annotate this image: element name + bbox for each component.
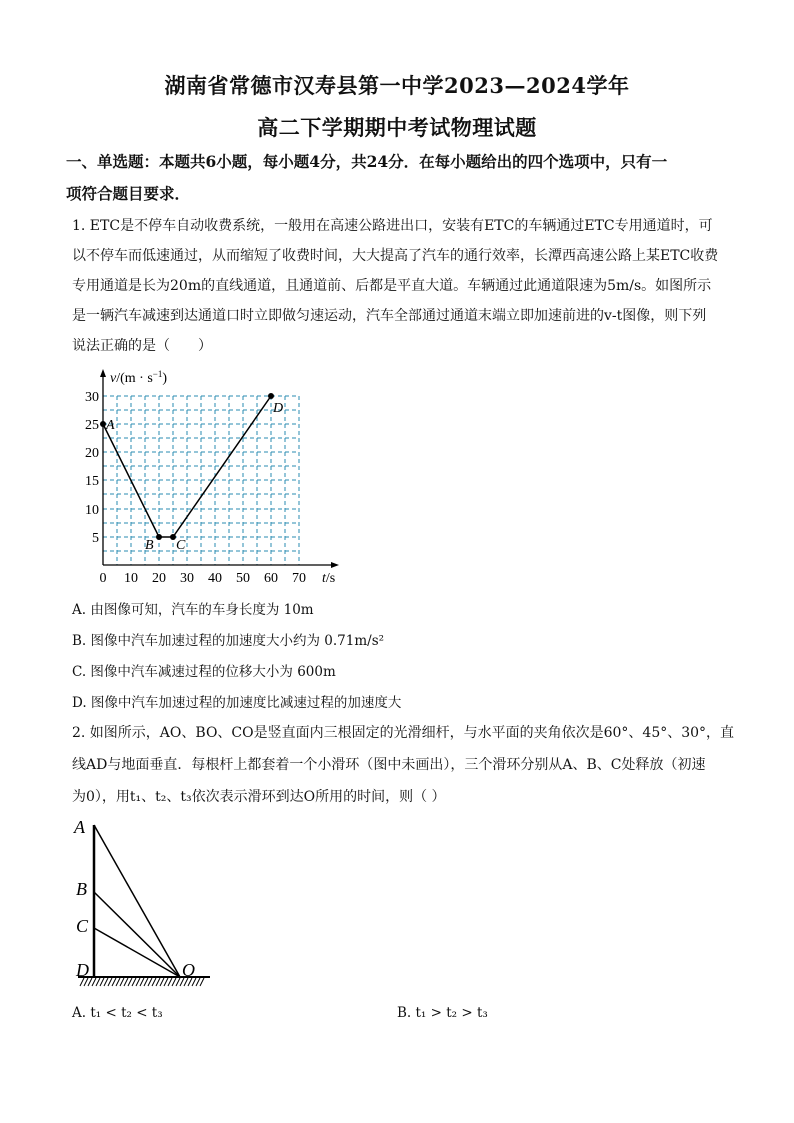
q1-option-b: B. 图像中汽车加速过程的加速度大小约为 0.71m/s² [72,633,385,649]
q1-option-a: A. 由图像可知，汽车的车身长度为 10m [72,602,314,618]
q1-line: 专用通道是长为20m的直线通道，且通道前、后都是平直大道。车辆通过此通道限速为5m/s。如图所示 [72,278,712,294]
q2-line: 线AD与地面垂直．每根杆上都套着一个小滑环（图中未画出），三个滑环分别从A、B、C处释放（初速 [72,757,706,773]
svg-text:20: 20 [152,571,166,586]
y-axis-label: $v/(m \cdot s^{-1})$ [110,369,168,386]
svg-text:25: 25 [85,418,99,433]
q2-option-b: B. t₁ > t₂ > t₃ [397,1005,488,1021]
svg-text:O: O [182,960,195,980]
svg-text:D: D [76,960,89,980]
svg-text:C: C [176,538,186,553]
svg-text:C: C [76,916,89,936]
rods-diagram [60,812,230,997]
section-heading-cont: 项符合题目要求． [66,184,191,203]
q2-line: 2. 如图所示，AO、BO、CO是竖直面内三根固定的光滑细杆，与水平面的夹角依次是60°、45°、30°，直 [72,725,735,741]
svg-text:5: 5 [92,531,99,546]
point-d [268,393,274,399]
svg-text:10: 10 [124,571,138,586]
x-tick-labels [100,571,307,586]
chart-grid [103,396,299,565]
q1-line: 以不停车而低速通过，从而缩短了收费时间，大大提高了汽车的通行效率，长潭西高速公路上某ETC收费 [72,248,719,264]
svg-text:30: 30 [85,390,99,405]
svg-text:0: 0 [99,571,107,586]
svg-text:70: 70 [292,571,306,586]
svg-text:50: 50 [236,571,250,586]
section-heading: 一、单选题：本题共6小题，每小题4分，共24分．在每小题给出的四个选项中，只有一 [66,152,668,171]
svg-text:A: A [106,418,115,433]
q1-option-d: D. 图像中汽车加速过程的加速度比减速过程的加速度大 [72,695,402,711]
y-tick-labels [85,390,99,546]
svg-text:60: 60 [264,571,278,586]
svg-text:D: D [273,401,284,416]
q1-line: 说法正确的是（ ） [72,338,212,354]
q2-option-a: A. t₁ < t₂ < t₃ [72,1005,163,1021]
svg-text:15: 15 [85,474,99,489]
chart-axes [103,372,336,565]
svg-text:20: 20 [85,446,99,461]
x-axis-arrow-icon [331,562,339,568]
svg-text:40: 40 [208,571,222,586]
q2-line: 为0），用t₁、t₂、t₃依次表示滑环到达O所用的时间，则（ ） [72,789,446,805]
svg-text:10: 10 [85,503,99,518]
svg-text:B: B [76,879,87,899]
y-axis-arrow-icon [100,369,106,377]
svg-text:30: 30 [180,571,194,586]
rod-ao [94,825,180,977]
diagram-labels [73,817,195,980]
q1-line: 是一辆汽车减速到达通道口时立即做匀速运动，汽车全部通过通道末端立即加速前进的v-t图像，则下列 [72,308,707,324]
point-b [156,534,162,540]
q1-line: 1. ETC是不停车自动收费系统，一般用在高速公路进出口，安装有ETC的车辆通过ETC专用通道时，可 [72,218,713,234]
rods [94,825,180,977]
svg-text:B: B [145,538,154,553]
x-axis-label: t/s [322,571,336,586]
q1-option-c: C. 图像中汽车减速过程的位移大小为 600m [72,664,336,680]
page-subtitle: 高二下学期期中考试物理试题 [257,115,537,140]
svg-text:A: A [74,817,85,837]
page-title: 湖南省常德市汉寿县第一中学2023—2024学年 [164,73,630,98]
vt-chart [80,362,350,590]
